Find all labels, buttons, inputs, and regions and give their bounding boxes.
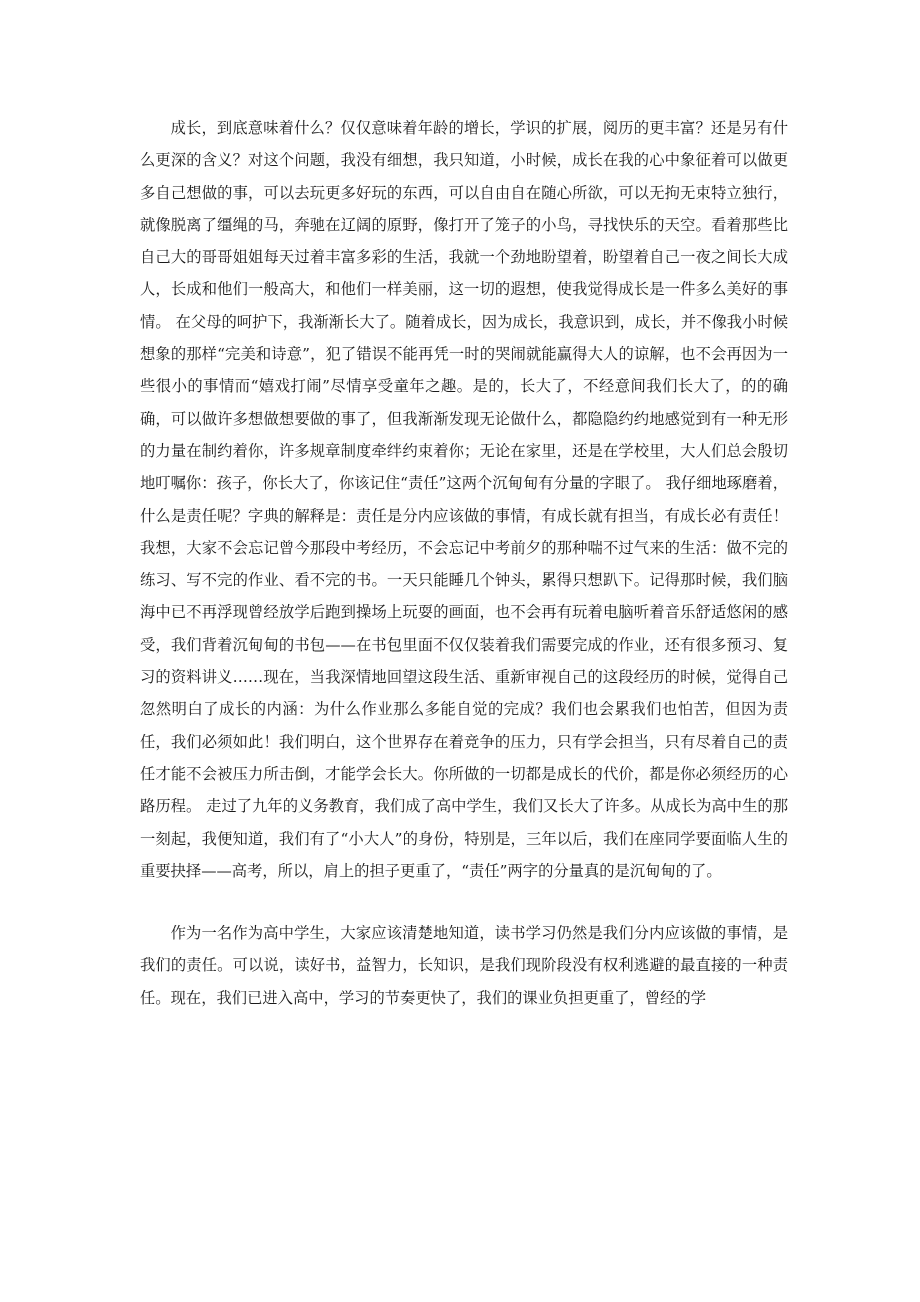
paragraph-2: 作为一名作为高中学生，大家应该清楚地知道，读书学习仍然是我们分内应该做的事情，是我们的责任。可以说，读好书，益智力，长知识，是我们现阶段没有权利逃避的最直接的一种责任。现在，我们已进入高中，学习的节奏更快了，我们的课业负担更重了，曾经的学 <box>140 924 788 1007</box>
paragraph-1: 成长，到底意味着什么？仅仅意味着年龄的增长，学识的扩展，阅历的更丰富？还是另有什么更深的含义？对这个问题，我没有细想，我只知道，小时候，成长在我的心中象征着可以做更多自己想做的事，可以去玩更多好玩的东西，可以自由自在随心所欲，可以无拘无束特立独行，就像脱离了缰绳的马，奔驰在辽阔的原野，像打开了笼子的小鸟，寻找快乐的天空。看着那些比自己大的哥哥姐姐每天过着丰富多彩的生活，我就一个劲地盼望着，盼望着自己一夜之间长大成人，长成和他们一般高大，和他们一样美丽，这一切的遐想，使我觉得成长是一件多么美好的事情。 在父母的呵护下，我渐渐长大了。随着成长，因为成长，我意识到，成长，并不像我小时候想象的那样“完美和诗意”，犯了错误不能再凭一时的哭闹就能赢得大人的谅解，也不会再因为一些很小的事情而“嬉戏打闹”尽情享受童年之趣。是的，长大了，不经意间我们长大了，的的确确，可以做许多想做想要做的事了，但我渐渐发现无论做什么，都隐隐约约地感觉到有一种无形的力量在制约着你，许多规章制度牵绊约束着你；无论在家里，还是在学校里，大人们总会殷切地叮嘱你：孩子，你长大了，你该记住“责任”这两个沉甸甸有分量的字眼了。 我仔细地琢磨着，什么是责任呢？字典的解释是：责任是分内应该做的事情，有成长就有担当，有成长必有责任！我想，大家不会忘记曾今那段中考经历，不会忘记中考前夕的那种喘不过气来的生活：做不完的练习、写不完的作业、看不完的书。一天只能睡几个钟头，累得只想趴下。记得那时候，我们脑海中已不再浮现曾经放学后跑到操场上玩耍的画面，也不会再有玩着电脑听着音乐舒适悠闲的感受，我们背着沉甸甸的书包——在书包里面不仅仅装着我们需要完成的作业，还有很多预习、复习的资料讲义……现在，当我深情地回望这段生活、重新审视自己的这段经历的时候，觉得自己忽然明白了成长的内涵：为什么作业那么多能自觉的完成？我们也会累我们也怕苦，但因为责任，我们必须如此！我们明白，这个世界存在着竞争的压力，只有学会担当，只有尽着自己的责任才能不会被压力所击倒，才能学会长大。你所做的一切都是成长的代价，都是你必须经历的心路历程。 走过了九年的义务教育，我们成了高中学生，我们又长大了许多。从成长为高中生的那一刻起，我便知道，我们有了“小大人”的身份，特别是，三年以后，我们在座同学要面临人生的重要抉择——高考，所以，肩上的担子更重了，“责任”两字的分量真的是沉甸甸的了。 <box>140 119 788 880</box>
document-body <box>140 112 788 1014</box>
